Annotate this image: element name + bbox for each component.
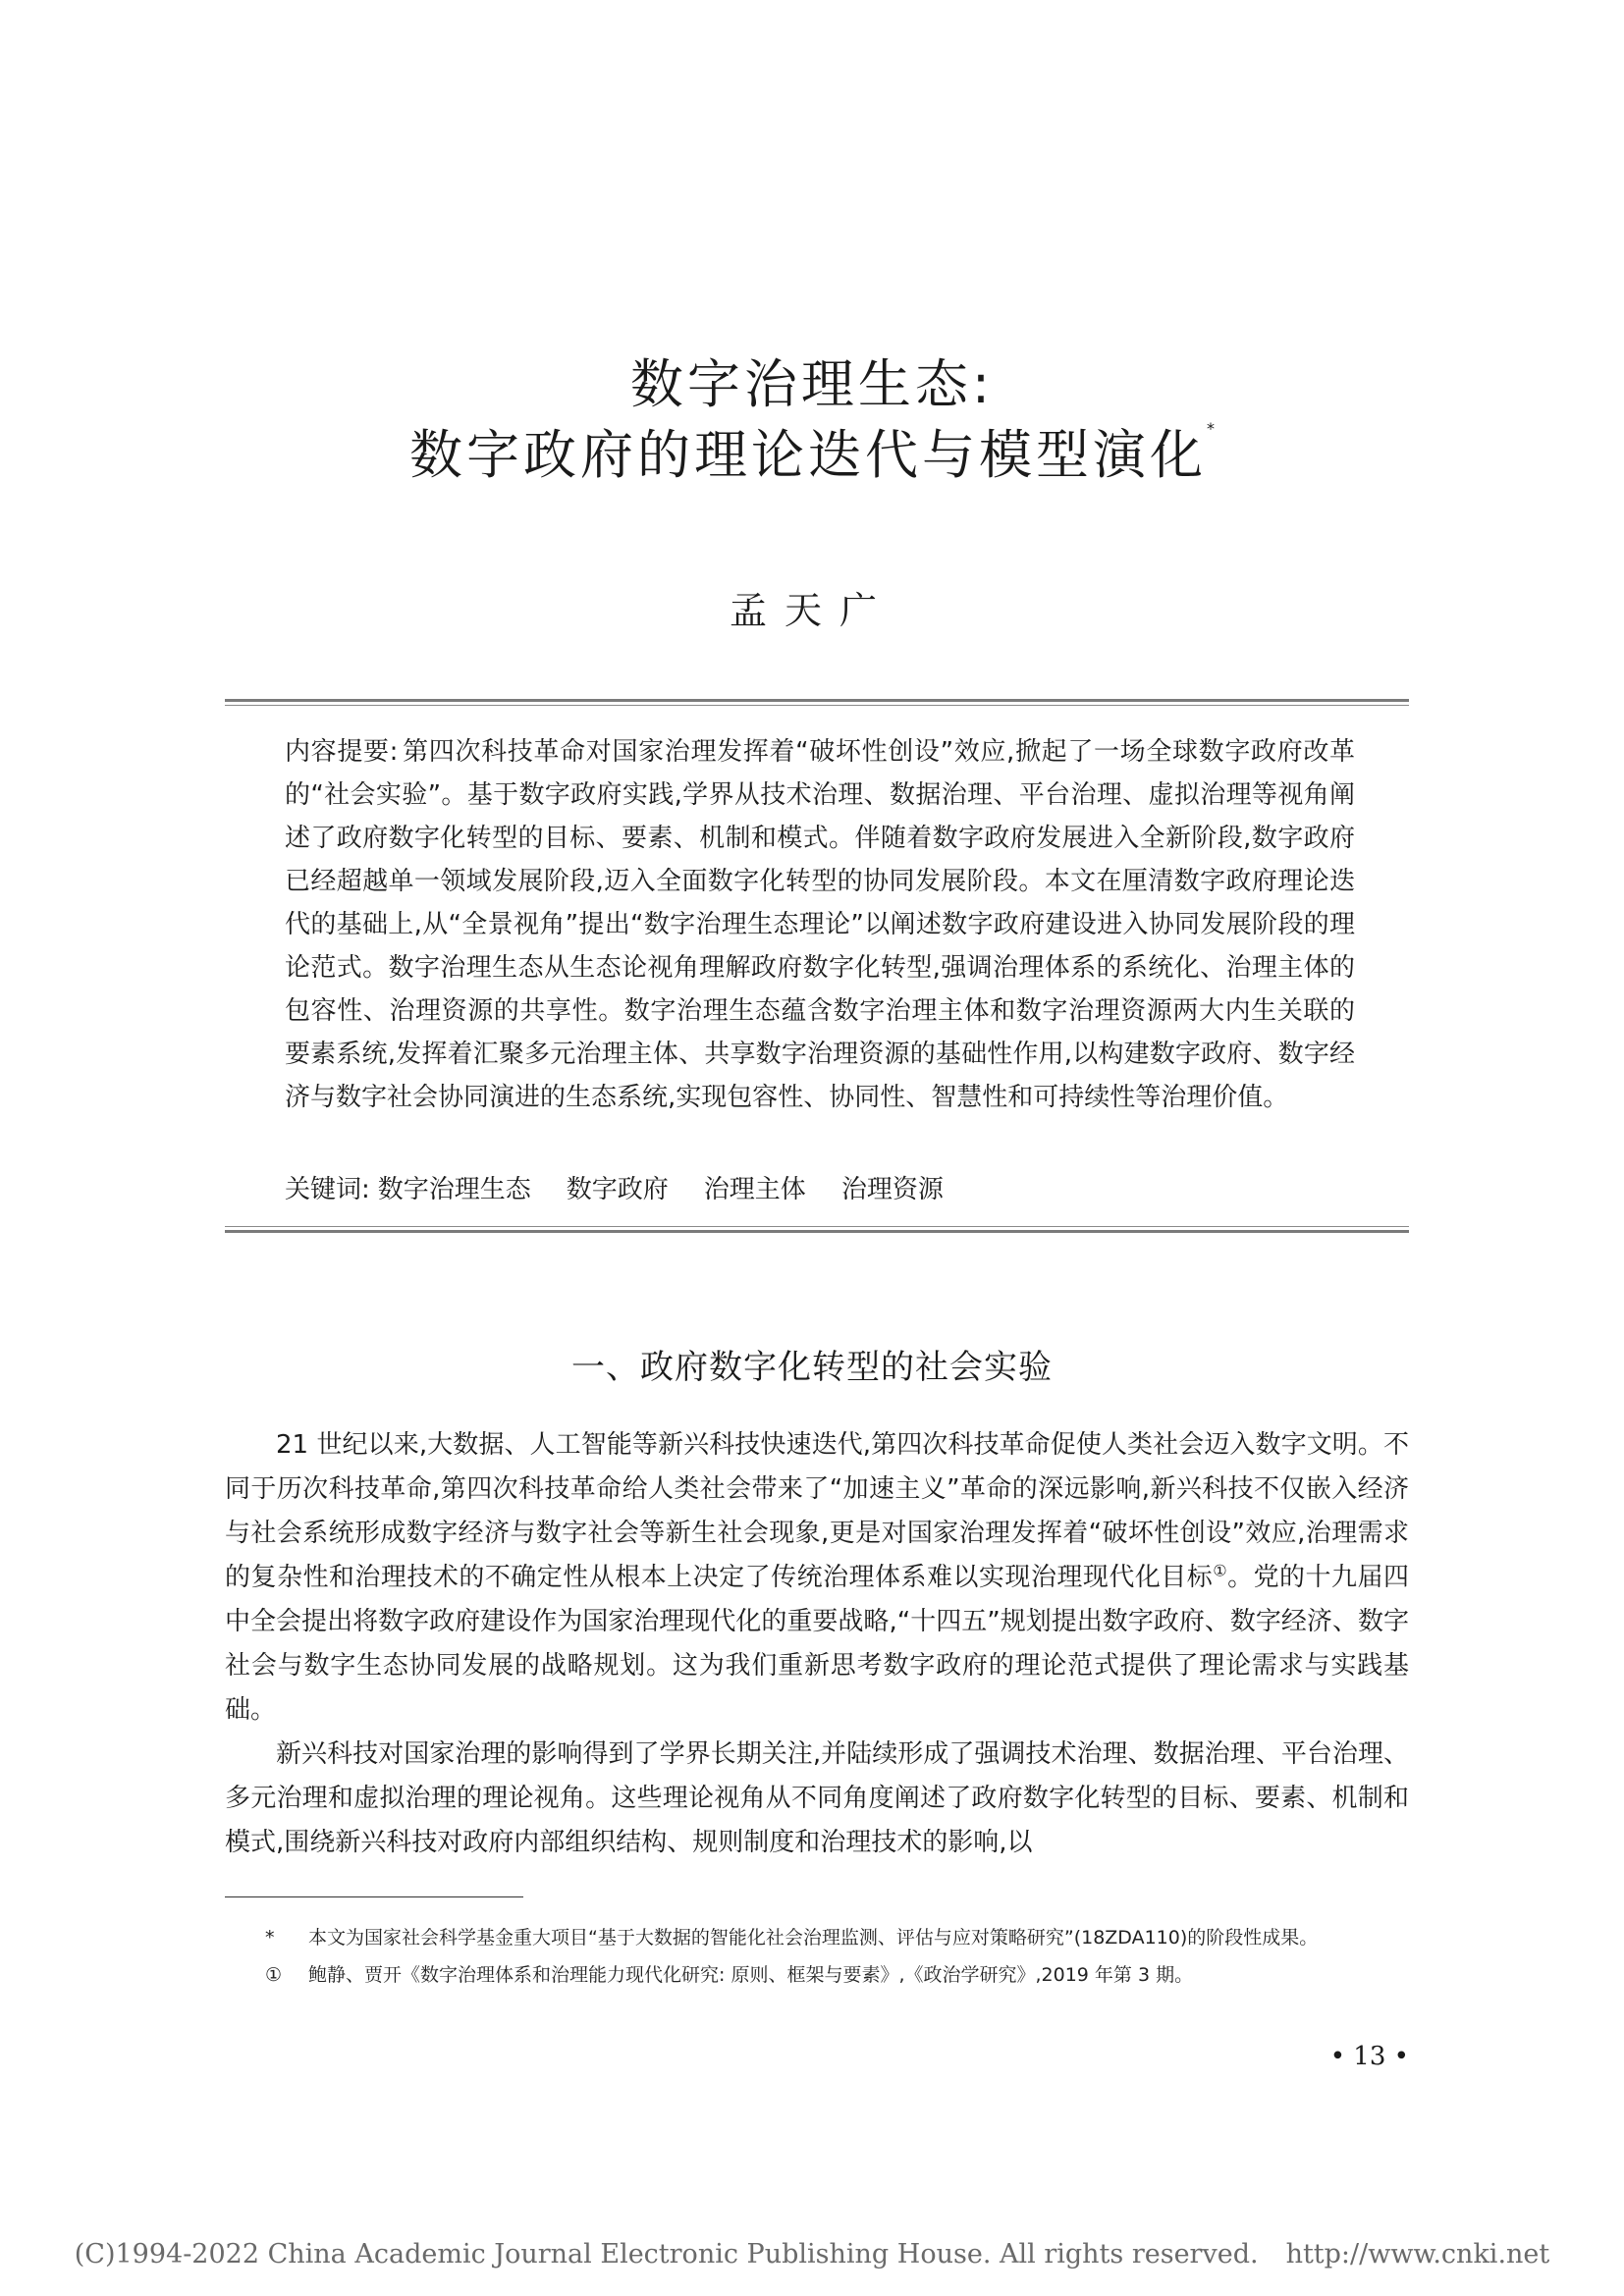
- paragraph-1-part-a: 21 世纪以来,大数据、人工智能等新兴科技快速迭代,第四次科技革命促使人类社会迈入数字文明。不同于历次科技革命,第四次科技革命给人类社会带来了“加速主义”革命的深远影响,新兴科技不仅嵌入经济与社会系统形成数字经济与数字社会等新生社会现象,更是对国家治理发挥着“破坏性创设”效应,治理需求的复杂性和治理技术的不确定性从根本上决定了传统治理体系难以实现治理现代化目标: [225, 1430, 1409, 1592]
- abstract-top-rule: [225, 699, 1409, 706]
- article-title-line-1: [0, 353, 1624, 415]
- footnotes: [265, 1922, 1409, 1997]
- copyright-text: (C)1994-2022 China Academic Journal Electronic Publishing House. All rights reserved.: [74, 2239, 1259, 2269]
- abstract-text: 第四次科技革命对国家治理发挥着“破坏性创设”效应,掀起了一场全球数字政府改革的“社会实验”。基于数字政府实践,学界从技术治理、数据治理、平台治理、虚拟治理等视角阐述了政府数字化转型的目标、要素、机制和模式。伴随着数字政府发展进入全新阶段,数字政府已经超越单一领域发展阶段,迈入全面数字化转型的协同发展阶段。本文在厘清数字政府理论迭代的基础上,从“全景视角”提出“数字治理生态理论”以阐述数字政府建设进入协同发展阶段的理论范式。数字治理生态从生态论视角理解政府数字化转型,强调治理体系的系统化、治理主体的包容性、治理资源的共享性。数字治理生态蕴含数字治理主体和数字治理资源两大内生关联的要素系统,发挥着汇聚多元治理主体、共享数字治理资源的基础性作用,以构建数字政府、数字经济与数字社会协同演进的生态系统,实现包容性、协同性、智慧性和可持续性等治理价值。: [285, 737, 1355, 1112]
- copyright-watermark: [0, 2239, 1624, 2269]
- keyword-item: 治理主体: [703, 1175, 806, 1204]
- body-paragraph: [225, 1423, 1409, 1733]
- footnote-reference: ①: [1213, 1561, 1228, 1580]
- section-heading: 一、政府数字化转型的社会实验: [571, 1348, 1053, 1387]
- keywords: [285, 1168, 1355, 1211]
- page-number: • 13 •: [1329, 2042, 1409, 2071]
- footnote: [265, 1959, 1409, 1991]
- footnote: [265, 1922, 1409, 1953]
- footnote-text: 鲍静、贾开《数字治理体系和治理能力现代化研究: 原则、框架与要素》,《政治学研究》,2019 年第 3 期。: [308, 1964, 1194, 1986]
- footnote-divider: [225, 1896, 523, 1897]
- footnote-marker: ①: [265, 1964, 283, 1986]
- keyword-item: 数字政府: [566, 1175, 669, 1204]
- keyword-item: 数字治理生态: [377, 1175, 531, 1204]
- title-footnote-mark: *: [1207, 419, 1215, 438]
- footnote-marker: *: [265, 1927, 275, 1949]
- footnote-text: 本文为国家社会科学基金重大项目“基于大数据的智能化社会治理监测、评估与应对策略研究”(18ZDA110)的阶段性成果。: [308, 1927, 1319, 1949]
- keyword-item: 治理资源: [840, 1175, 944, 1204]
- copyright-url: http://www.cnki.net: [1285, 2239, 1550, 2269]
- keywords-label: 关键词:: [285, 1175, 370, 1204]
- abstract-label: 内容提要:: [285, 737, 399, 767]
- title-line-2-text: 数字政府的理论迭代与模型演化: [409, 424, 1207, 486]
- paragraph-1-part-b: 。党的十九届四中全会提出将数字政府建设作为国家治理现代化的重要战略,“十四五”规划提出数字政府、数字经济、数字社会与数字生态协同发展的战略规划。这为我们重新思考数字政府的理论范式提供了理论需求与实践基础。: [225, 1563, 1409, 1725]
- abstract-bottom-rule: [225, 1226, 1409, 1233]
- article-title-line-2: [0, 419, 1624, 486]
- body-paragraph: 新兴科技对国家治理的影响得到了学界长期关注,并陆续形成了强调技术治理、数据治理、平台治理、多元治理和虚拟治理的理论视角。这些理论视角从不同角度阐述了政府数字化转型的目标、要素、机制和模式,围绕新兴科技对政府内部组织结构、规则制度和治理技术的影响,以: [225, 1739, 1409, 1857]
- author-name: 孟天广: [729, 589, 894, 632]
- abstract: [285, 730, 1355, 1119]
- body-text: [225, 1423, 1409, 1865]
- title-line-1-text: 数字治理生态:: [629, 353, 995, 415]
